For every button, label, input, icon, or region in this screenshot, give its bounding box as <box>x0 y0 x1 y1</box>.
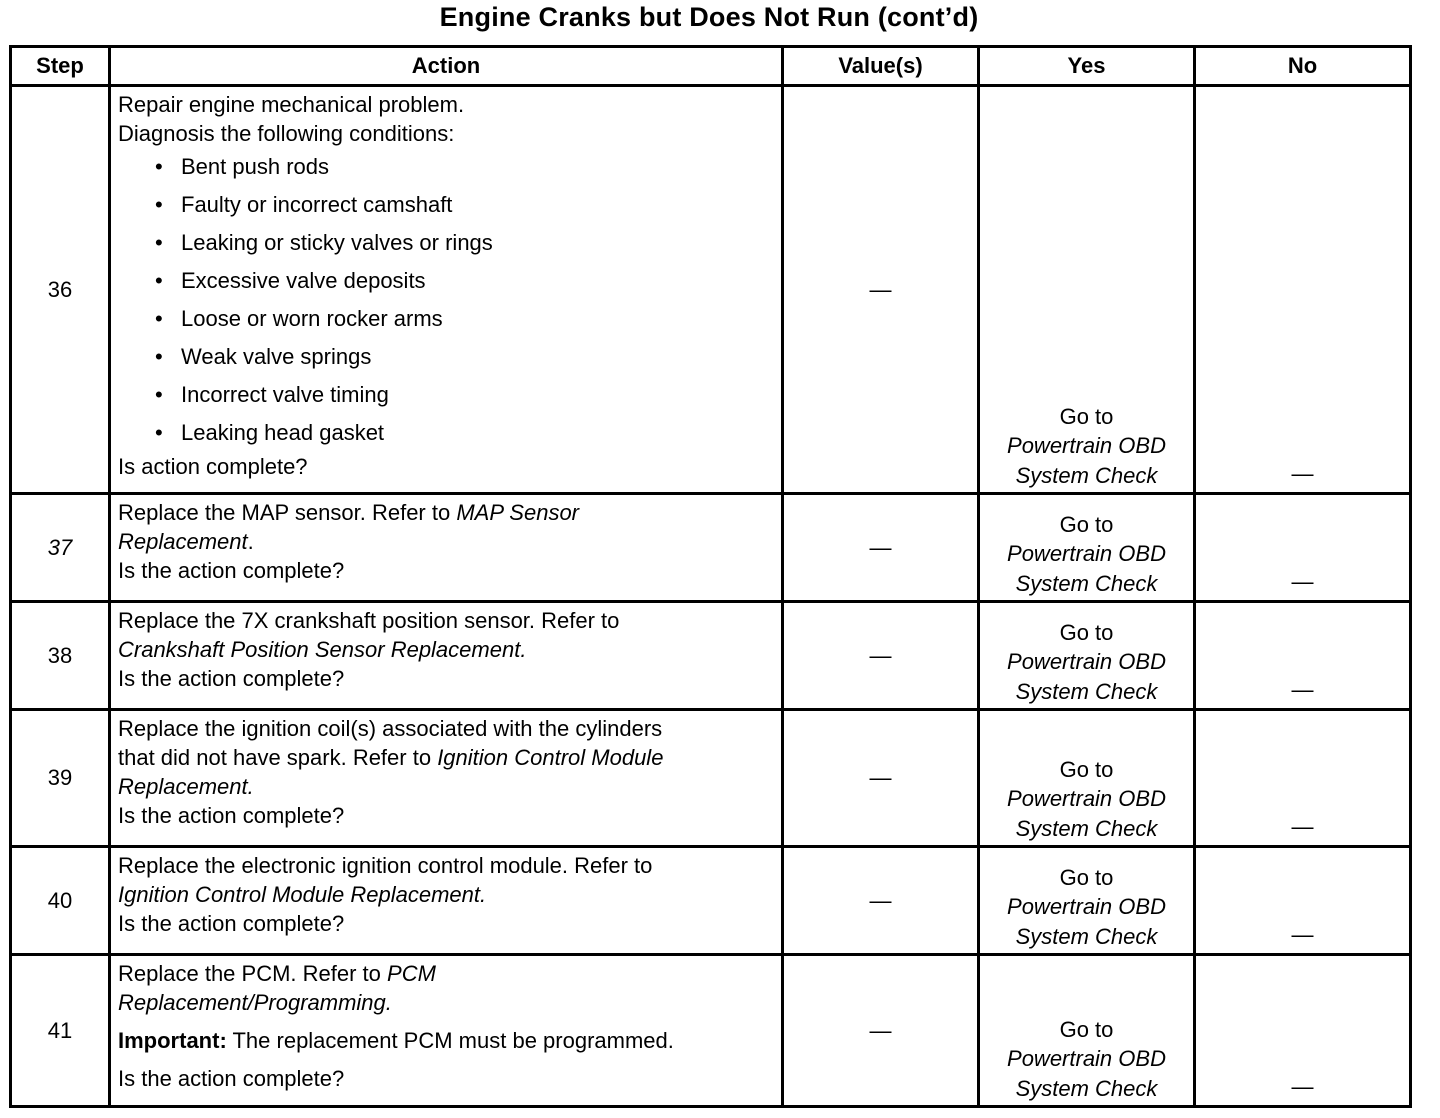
value-cell: — <box>783 710 979 847</box>
bullet-icon: • <box>155 306 163 331</box>
action-reference: Ignition Control Module Replacement. <box>118 882 487 907</box>
bullet-icon: • <box>155 192 163 217</box>
yes-cell: Go to Powertrain OBD System Check <box>979 847 1195 955</box>
list-item: • Excessive valve deposits <box>118 262 775 300</box>
bullet-icon: • <box>155 230 163 255</box>
header-action: Action <box>110 47 783 86</box>
step-number: 37 <box>11 494 110 602</box>
no-cell: — <box>1195 955 1411 1107</box>
bullet-icon: • <box>155 382 163 407</box>
header-yes: Yes <box>979 47 1195 86</box>
bullet-icon: • <box>155 154 163 179</box>
action-text: Replace the electronic ignition control module. Refer to <box>118 853 653 878</box>
header-no: No <box>1195 47 1411 86</box>
table-header-row <box>11 47 1411 86</box>
no-cell: — <box>1195 494 1411 602</box>
diagnostic-table <box>9 45 1412 1108</box>
action-text: Replacement. <box>118 529 254 554</box>
step-number: 40 <box>11 847 110 955</box>
action-question: Is the action complete? <box>118 1066 345 1091</box>
list-item: • Weak valve springs <box>118 338 775 376</box>
important-note: Important: The replacement PCM must be programmed. <box>118 1028 674 1053</box>
step-number: 36 <box>11 86 110 494</box>
action-text: that did not have spark. Refer to Ignition Control Module <box>118 745 664 770</box>
header-step: Step <box>11 47 110 86</box>
list-item: • Leaking or sticky valves or rings <box>118 224 775 262</box>
action-question: Is the action complete? <box>118 911 345 936</box>
table-row <box>11 494 1411 602</box>
table-row <box>11 955 1411 1107</box>
action-cell <box>110 847 783 955</box>
action-cell <box>110 602 783 710</box>
action-cell <box>110 86 783 494</box>
action-cell <box>110 710 783 847</box>
list-item: • Incorrect valve timing <box>118 376 775 414</box>
action-reference: Replacement. <box>118 774 254 799</box>
action-text: Replace the 7X crankshaft position sensor. Refer to <box>118 608 620 633</box>
yes-cell: Go to Powertrain OBD System Check <box>979 86 1195 494</box>
yes-cell: Go to Powertrain OBD System Check <box>979 710 1195 847</box>
action-question: Is the action complete? <box>118 666 345 691</box>
action-text: Diagnosis the following conditions: <box>118 121 455 146</box>
value-cell: — <box>783 847 979 955</box>
action-text: Replace the ignition coil(s) associated with the cylinders <box>118 716 663 741</box>
action-reference: Replacement/Programming. <box>118 990 392 1015</box>
value-cell: — <box>783 86 979 494</box>
no-cell: — <box>1195 847 1411 955</box>
bullet-icon: • <box>155 344 163 369</box>
action-text: Repair engine mechanical problem. <box>118 92 465 117</box>
list-item: • Leaking head gasket <box>118 414 775 452</box>
table-row <box>11 602 1411 710</box>
no-cell: — <box>1195 86 1411 494</box>
action-question: Is the action complete? <box>118 803 345 828</box>
action-question: Is the action complete? <box>118 558 345 583</box>
table-row <box>11 86 1411 494</box>
action-text: Replace the MAP sensor. Refer to MAP Sensor <box>118 500 580 525</box>
value-cell: — <box>783 494 979 602</box>
list-item: • Faulty or incorrect camshaft <box>118 186 775 224</box>
table-row <box>11 710 1411 847</box>
no-cell: — <box>1195 710 1411 847</box>
step-number: 41 <box>11 955 110 1107</box>
step-number: 39 <box>11 710 110 847</box>
step-number: 38 <box>11 602 110 710</box>
action-question: Is action complete? <box>118 454 308 479</box>
bullet-icon: • <box>155 420 163 445</box>
action-text: Replace the PCM. Refer to PCM <box>118 961 436 986</box>
action-cell <box>110 494 783 602</box>
value-cell: — <box>783 955 979 1107</box>
list-item: • Loose or worn rocker arms <box>118 300 775 338</box>
list-item: • Bent push rods <box>118 148 775 186</box>
no-cell: — <box>1195 602 1411 710</box>
condition-list <box>118 148 775 452</box>
value-cell: — <box>783 602 979 710</box>
bullet-icon: • <box>155 268 163 293</box>
action-cell <box>110 955 783 1107</box>
action-reference: Crankshaft Position Sensor Replacement. <box>118 637 527 662</box>
yes-cell: Go to Powertrain OBD System Check <box>979 494 1195 602</box>
yes-cell: Go to Powertrain OBD System Check <box>979 602 1195 710</box>
page-title: Engine Cranks but Does Not Run (cont’d) <box>439 2 979 32</box>
yes-cell: Go to Powertrain OBD System Check <box>979 955 1195 1107</box>
table-row <box>11 847 1411 955</box>
header-values: Value(s) <box>783 47 979 86</box>
